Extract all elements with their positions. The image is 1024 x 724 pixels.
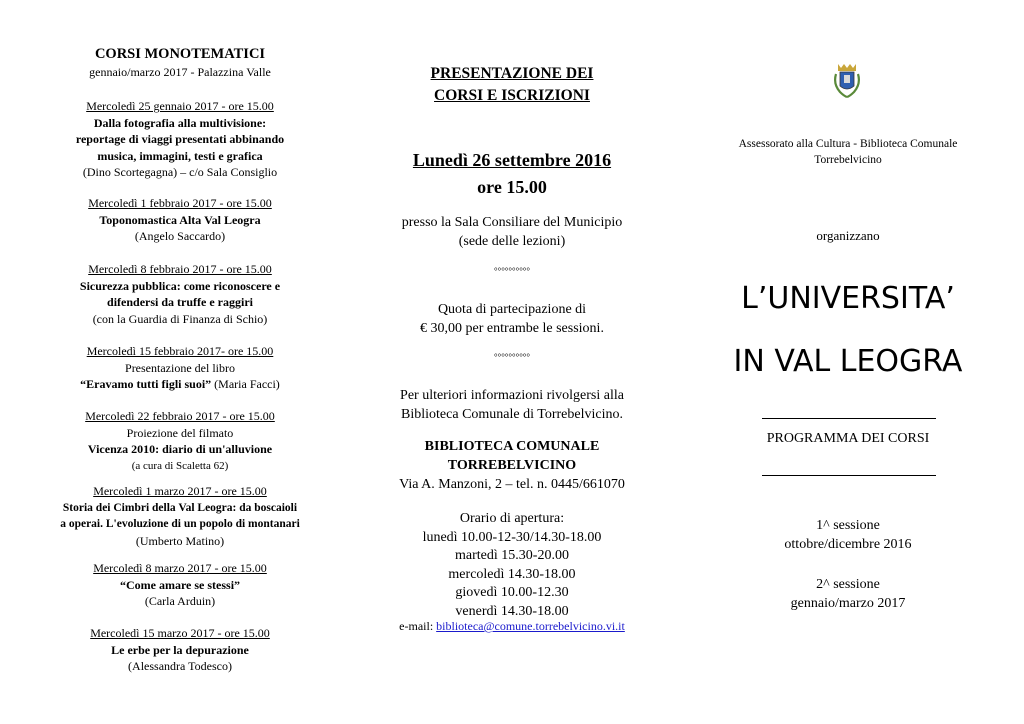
email-label: e-mail: bbox=[399, 619, 437, 633]
course-author: (a cura di Scaletta 62) bbox=[131, 459, 229, 472]
municipal-crest-icon bbox=[832, 62, 862, 100]
divider bbox=[762, 475, 936, 476]
course-date: Mercoledì 25 gennaio 2017 - ore 15.00 bbox=[86, 99, 274, 113]
fee-line: € 30,00 per entrambe le sessioni. bbox=[420, 321, 604, 336]
course-title: Le erbe per la depurazione bbox=[111, 642, 249, 657]
event-datetime bbox=[360, 147, 664, 201]
course-title: “Eravamo tutti figli suoi” bbox=[80, 377, 212, 391]
course-item bbox=[40, 98, 320, 181]
separator-dots: °°°°°°°°°° bbox=[494, 266, 530, 276]
hours-row: lunedì 10.00-12-30/14.30-18.00 bbox=[422, 529, 602, 545]
course-date: Mercoledì 1 febbraio 2017 - ore 15.00 bbox=[88, 196, 272, 210]
course-author: (Umberto Matino) bbox=[135, 533, 225, 548]
fee-info bbox=[360, 300, 664, 338]
opening-hours bbox=[360, 510, 664, 621]
course-date: Mercoledì 8 febbraio 2017 - ore 15.00 bbox=[88, 262, 272, 276]
hours-row: mercoledì 14.30-18.00 bbox=[448, 566, 576, 582]
course-title: a operai. L'evoluzione di un popolo di montanari bbox=[60, 518, 300, 530]
course-title: Vicenza 2010: diario di un'alluvione bbox=[87, 442, 273, 456]
course-author: (Carla Arduin) bbox=[144, 594, 216, 608]
session-period: ottobre/dicembre 2016 bbox=[784, 537, 912, 552]
email-line bbox=[360, 619, 664, 634]
course-note: Proiezione del filmato bbox=[126, 425, 234, 440]
hours-title: Orario di apertura: bbox=[459, 511, 565, 526]
course-item bbox=[40, 261, 320, 327]
heading-line: CORSI E ISCRIZIONI bbox=[434, 87, 590, 104]
heading-line: PRESENTAZIONE DEI bbox=[430, 65, 594, 82]
library-block bbox=[360, 437, 664, 494]
course-title: Toponomastica Alta Val Leogra bbox=[99, 212, 261, 227]
place-line: (sede delle lezioni) bbox=[458, 234, 566, 249]
course-title: reportage di viaggi presentati abbinando bbox=[75, 132, 285, 146]
course-title: “Come amare se stessi” bbox=[119, 577, 241, 592]
info-line: Biblioteca Comunale di Torrebelvicino. bbox=[401, 407, 623, 422]
organizer-text bbox=[700, 136, 996, 168]
course-item bbox=[40, 625, 320, 675]
course-author: (Maria Facci) bbox=[211, 377, 280, 391]
organizer-line: Assessorato alla Cultura - Biblioteca Comunale bbox=[738, 138, 958, 150]
course-title: Storia dei Cimbri della Val Leogra: da boscaioli bbox=[62, 501, 298, 514]
fee-line: Quota di partecipazione di bbox=[437, 302, 587, 317]
course-author: (Alessandra Todesco) bbox=[128, 659, 232, 673]
session-name: 2^ sessione bbox=[816, 577, 880, 592]
course-title: musica, immagini, testi e grafica bbox=[97, 148, 263, 163]
course-date: Mercoledì 15 marzo 2017 - ore 15.00 bbox=[90, 626, 270, 640]
session-2 bbox=[700, 575, 996, 613]
main-title-line-2: IN VAL LEOGRA bbox=[733, 344, 963, 379]
event-date: Lunedì 26 settembre 2016 bbox=[412, 150, 612, 170]
library-address: Via A. Manzoni, 2 – tel. n. 0445/661070 bbox=[399, 477, 625, 492]
course-date: Mercoledì 1 marzo 2017 - ore 15.00 bbox=[93, 484, 267, 498]
course-author: (Dino Scortegagna) – c/o Sala Consiglio bbox=[82, 165, 278, 179]
course-author: (Angelo Saccardo) bbox=[134, 229, 226, 243]
info-line: Per ulteriori informazioni rivolgersi alla bbox=[400, 388, 624, 403]
main-title-line-1: L’UNIVERSITA’ bbox=[741, 281, 955, 316]
session-period: gennaio/marzo 2017 bbox=[790, 596, 906, 611]
presentation-heading bbox=[360, 63, 664, 107]
hours-row: giovedì 10.00-12.30 bbox=[455, 585, 569, 600]
organize-label: organizzano bbox=[816, 228, 880, 243]
program-label: PROGRAMMA DEI CORSI bbox=[766, 431, 930, 446]
course-item bbox=[40, 560, 320, 610]
contact-info bbox=[360, 386, 664, 424]
course-title: difendersi da truffe e raggiri bbox=[107, 295, 253, 309]
library-name: BIBLIOTECA COMUNALE bbox=[424, 439, 600, 454]
organizer-line: Torrebelvicino bbox=[814, 154, 882, 166]
course-date: Mercoledì 15 febbraio 2017- ore 15.00 bbox=[86, 344, 274, 358]
course-item bbox=[40, 343, 320, 393]
course-author: (con la Guardia di Finanza di Schio) bbox=[92, 311, 268, 326]
event-time: ore 15.00 bbox=[477, 177, 547, 197]
hours-row: martedì 15.30-20.00 bbox=[455, 548, 569, 563]
course-date: Mercoledì 8 marzo 2017 - ore 15.00 bbox=[93, 561, 267, 575]
course-date: Mercoledì 22 febbraio 2017 - ore 15.00 bbox=[85, 409, 275, 423]
course-item bbox=[40, 195, 320, 245]
email-link[interactable]: biblioteca@comune.torrebelvicino.vi.it bbox=[436, 619, 625, 633]
courses-title: CORSI MONOTEMATICI bbox=[94, 46, 266, 62]
course-title: Sicurezza pubblica: come riconoscere e bbox=[79, 278, 281, 293]
place-line: presso la Sala Consiliare del Municipio bbox=[401, 215, 623, 230]
course-note: Presentazione del libro bbox=[125, 360, 235, 375]
course-item bbox=[40, 483, 320, 549]
divider bbox=[762, 418, 936, 419]
course-item bbox=[40, 408, 320, 474]
library-name: TORREBELVICINO bbox=[447, 458, 577, 473]
hours-row: venerdì 14.30-18.00 bbox=[455, 603, 569, 619]
event-place bbox=[360, 213, 664, 251]
session-name: 1^ sessione bbox=[816, 518, 880, 533]
course-title: Dalla fotografia alla multivisione: bbox=[93, 115, 267, 130]
session-1 bbox=[700, 516, 996, 554]
course-title-line bbox=[40, 376, 320, 393]
separator-dots: °°°°°°°°°° bbox=[494, 352, 530, 362]
courses-subtitle: gennaio/marzo 2017 - Palazzina Valle bbox=[89, 65, 271, 79]
